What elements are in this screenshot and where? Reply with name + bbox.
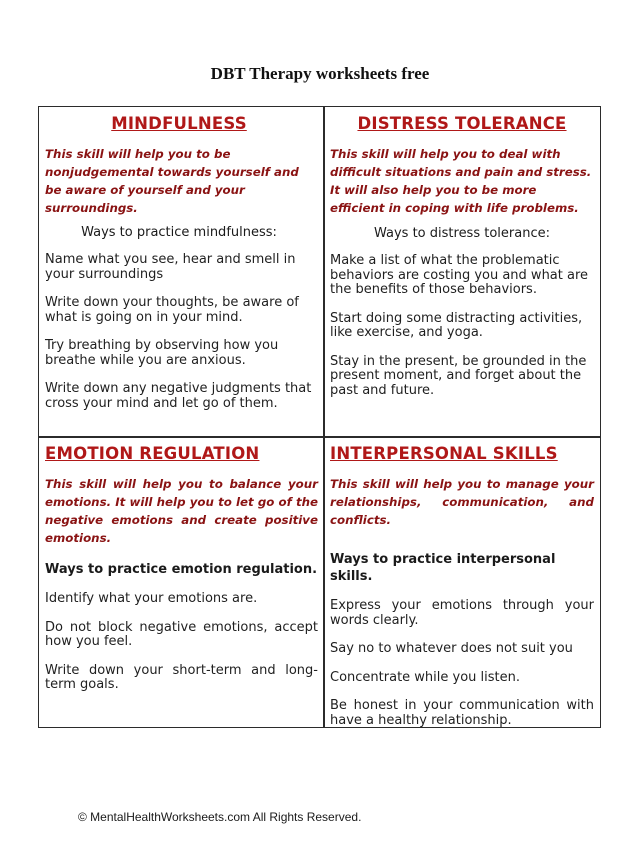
- list-item: Try breathing by observing how you breathe while you are anxious.: [45, 338, 279, 368]
- list-item: Name what you see, hear and smell in your surroundings: [45, 252, 296, 282]
- skills-table: [38, 106, 601, 728]
- section-heading: EMOTION REGULATION: [45, 444, 260, 463]
- section-intro: This skill will help you to balance your emotions. It will help you to let go of the negative emotions and create positive emotions.: [45, 477, 318, 545]
- section-intro: This skill will help you to be nonjudgemental towards yourself and be aware of yourself and your surroundings.: [45, 147, 299, 215]
- list-item: Write down your short-term and long-term goals.: [45, 662, 318, 692]
- column-divider: [323, 107, 325, 727]
- section-heading: DISTRESS TOLERANCE: [357, 114, 567, 133]
- section-heading: MINDFULNESS: [111, 114, 247, 133]
- ways-label: Ways to practice emotion regulation.: [45, 562, 318, 577]
- page-title: DBT Therapy worksheets free: [210, 64, 430, 83]
- copyright-footer: © MentalHealthWorksheets.com All Rights Reserved.: [78, 810, 362, 824]
- section-emotion-regulation: [45, 443, 318, 693]
- list-item: Make a list of what the problematic behaviors are costing you and what are the benefits of those behaviors.: [330, 253, 589, 297]
- list-item: Write down your thoughts, be aware of what is going on in your mind.: [45, 295, 299, 325]
- ways-label: Ways to distress tolerance:: [374, 226, 550, 241]
- section-distress-tolerance: [330, 113, 594, 398]
- list-item: Stay in the present, be grounded in the present moment, and forget about the past and future.: [330, 353, 587, 398]
- ways-label: Ways to practice mindfulness:: [81, 225, 277, 240]
- list-item: Say no to whatever does not suit you: [330, 641, 573, 656]
- section-interpersonal-skills: [330, 443, 594, 728]
- section-mindfulness: [45, 113, 313, 411]
- section-intro: This skill will help you to deal with difficult situations and pain and stress. It will also help you to be more efficient in coping with life problems.: [330, 147, 592, 215]
- row-divider: [39, 436, 600, 438]
- list-item: Identify what your emotions are.: [45, 591, 258, 606]
- list-item: Be honest in your communication with have a healthy relationship.: [330, 698, 594, 728]
- list-item: Concentrate while you listen.: [330, 669, 520, 685]
- section-heading: INTERPERSONAL SKILLS: [330, 444, 558, 463]
- ways-label: Ways to practice interpersonal skills.: [330, 552, 556, 584]
- list-item: Express your emotions through your words clearly.: [330, 598, 594, 628]
- list-item: Start doing some distracting activities, like exercise, and yoga.: [330, 310, 583, 340]
- list-item: Write down any negative judgments that cross your mind and let go of them.: [45, 381, 312, 411]
- section-intro: This skill will help you to manage your relationships, communication, and conflicts.: [330, 477, 594, 527]
- list-item: Do not block negative emotions, accept how you feel.: [45, 619, 318, 649]
